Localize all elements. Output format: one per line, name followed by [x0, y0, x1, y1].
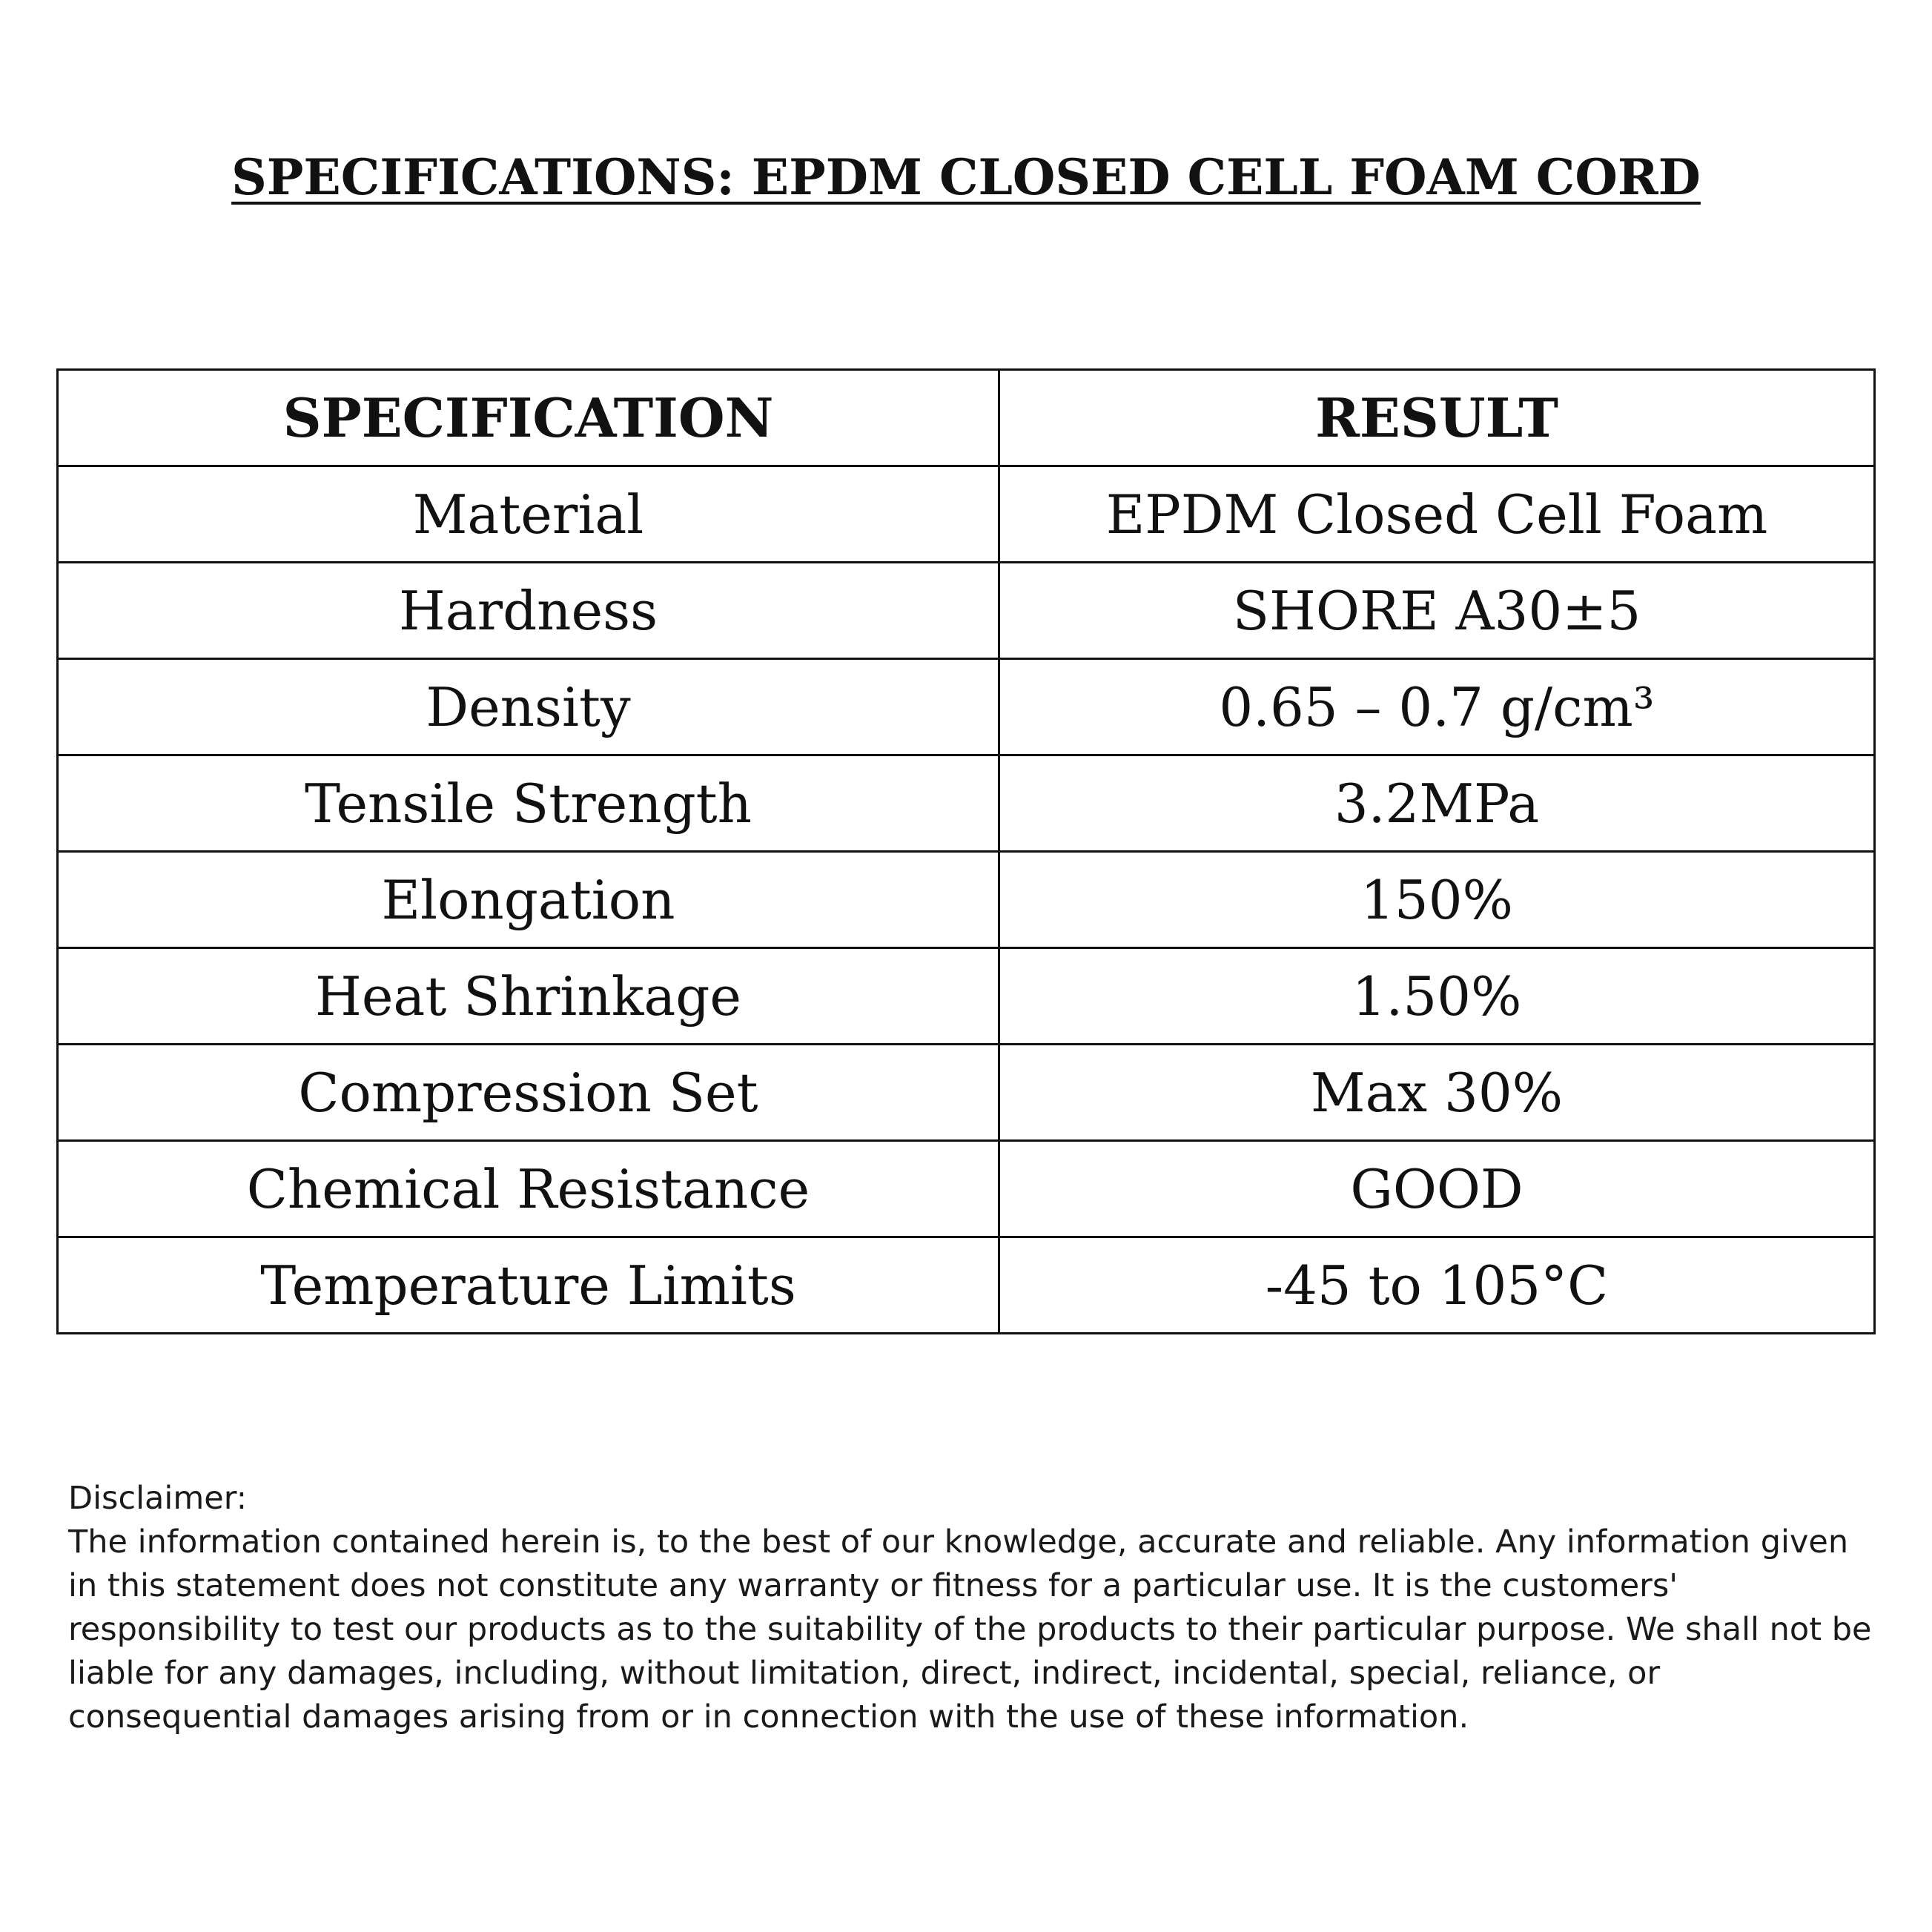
spec-name-cell: Chemical Resistance	[58, 1141, 999, 1237]
table-header-row	[58, 370, 1875, 466]
spec-name-cell: Tensile Strength	[58, 755, 999, 852]
table-row	[58, 563, 1875, 659]
table-row	[58, 852, 1875, 948]
document-title: SPECIFICATIONS: EPDM CLOSED CELL FOAM CORD	[231, 148, 1701, 206]
spec-result-cell: GOOD	[999, 1141, 1875, 1237]
spec-name-cell: Material	[58, 466, 999, 563]
spec-result-cell: 3.2MPa	[999, 755, 1875, 852]
spec-name-cell: Hardness	[58, 563, 999, 659]
table-row	[58, 659, 1875, 755]
disclaimer	[68, 1477, 1877, 1739]
header-specification: SPECIFICATION	[58, 370, 999, 466]
table-row	[58, 1237, 1875, 1334]
spec-name-cell: Compression Set	[58, 1045, 999, 1141]
table-row	[58, 1141, 1875, 1237]
spec-name-cell: Density	[58, 659, 999, 755]
disclaimer-heading: Disclaimer:	[68, 1480, 248, 1517]
spec-result-cell: 0.65 – 0.7 g/cm³	[999, 659, 1875, 755]
table-row	[58, 466, 1875, 563]
table-row	[58, 1045, 1875, 1141]
spec-result-cell: Max 30%	[999, 1045, 1875, 1141]
disclaimer-body: The information contained herein is, to the best of our knowledge, accurate and reliable. Any information given in this statement does not constitute any warranty or fitness for a particular use. It is the customers' responsibility to test our products as to the suitability of the products to their particular purpose. We shall not be liable for any damages, including, without limitation, direct, indirect, incidental, special, reliance, or consequential damages arising from or in connection with the use of these information.	[68, 1524, 1872, 1736]
header-result: RESULT	[999, 370, 1875, 466]
spec-result-cell: 1.50%	[999, 948, 1875, 1045]
spec-result-cell: EPDM Closed Cell Foam	[999, 466, 1875, 563]
spec-result-cell: -45 to 105°C	[999, 1237, 1875, 1334]
spec-result-cell: SHORE A30±5	[999, 563, 1875, 659]
spec-name-cell: Heat Shrinkage	[58, 948, 999, 1045]
table-row	[58, 948, 1875, 1045]
spec-result-cell: 150%	[999, 852, 1875, 948]
spec-name-cell: Elongation	[58, 852, 999, 948]
table-row	[58, 755, 1875, 852]
spec-name-cell: Temperature Limits	[58, 1237, 999, 1334]
specifications-table	[56, 368, 1876, 1334]
